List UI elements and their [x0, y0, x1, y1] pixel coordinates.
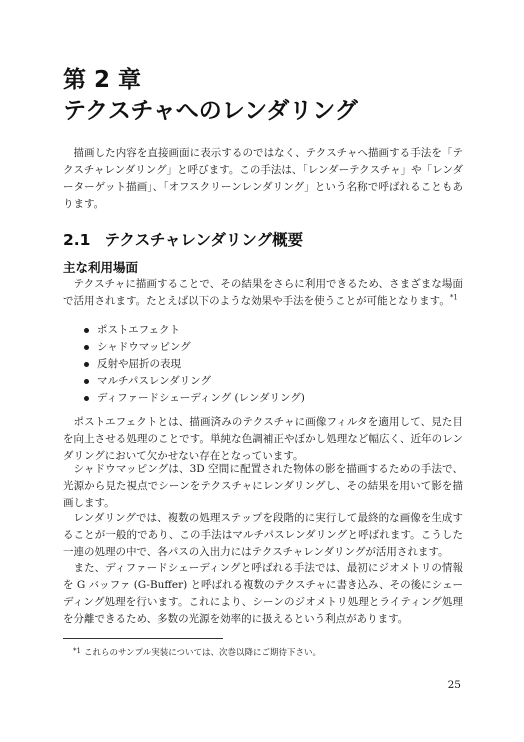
footnote	[73, 645, 321, 659]
deferred-shading-paragraph: また、ディファードシェーディングと呼ばれる手法では、最初にジオメトリの情報を G バッファ (G-Buffer) と呼ばれる複数のテクスチャに書き込み、その後にシェーディング処理を行います。これにより、シーンのジオメトリ処理とライティング処理を分離できるため、多数の光源を効率的に扱えるという利点があります。	[63, 562, 463, 625]
post-effect-paragraph: ポストエフェクトとは、描画済みのテクスチャに画像フィルタを適用して、見た目を向上させる処理のことです。単純な色調補正やぼかし処理など幅広く、近年のレンダリングにおいて欠かせない存在となっています。	[63, 416, 463, 462]
uses-list	[83, 322, 305, 407]
list-item: ポストエフェクト	[83, 322, 305, 339]
multipass-paragraph: レンダリングでは、複数の処理ステップを段階的に実行して最終的な画像を生成することが一般的であり、この手法はマルチパスレンダリングと呼ばれます。こうした一連の処理の中で、各パスの入出力にはテクスチャレンダリングが活用されます。	[63, 512, 463, 558]
footnote-mark: *1	[73, 647, 81, 655]
shadow-mapping-paragraph: シャドウマッピングは、3D 空間に配置された物体の影を描画するための手法で、光源から見た視点でシーンをテクスチャにレンダリングし、その結果を用いて影を描画します。	[63, 463, 463, 509]
section-title: テクスチャレンダリング概要	[104, 231, 304, 249]
footnote-text: これらのサンプル実装については、次巻以降にご期待下さい。	[83, 648, 322, 658]
footnote-divider	[63, 638, 223, 639]
chapter-title: テクスチャへのレンダリング	[63, 98, 358, 124]
list-item: ディファードシェーディング (レンダリング)	[83, 390, 305, 407]
page-number: 25	[447, 679, 461, 691]
section-number: 2.1	[63, 231, 91, 249]
footnote-reference[interactable]: *1	[449, 293, 458, 302]
uses-paragraph-text: テクスチャに描画することで、その結果をさらに利用できるため、さまざまな場面で活用されます。たとえば以下のような効果や手法を使うことが可能となります。	[63, 278, 463, 307]
uses-paragraph	[63, 276, 463, 310]
section-heading	[63, 230, 303, 250]
chapter-number: 第 2 章	[63, 67, 142, 93]
list-item: 反射や屈折の表現	[83, 356, 305, 373]
subsection-heading: 主な利用場面	[63, 260, 139, 275]
list-item: マルチパスレンダリング	[83, 373, 305, 390]
list-item: シャドウマッピング	[83, 339, 305, 356]
chapter-intro-paragraph: 描画した内容を直接画面に表示するのではなく、テクスチャへ描画する手法を「テクスチャレンダリング」と呼びます。この手法は、「レンダーテクスチャ」や「レンダーターゲット描画」、「オフスクリーンレンダリング」という名称で呼ばれることもあります。	[63, 147, 463, 210]
